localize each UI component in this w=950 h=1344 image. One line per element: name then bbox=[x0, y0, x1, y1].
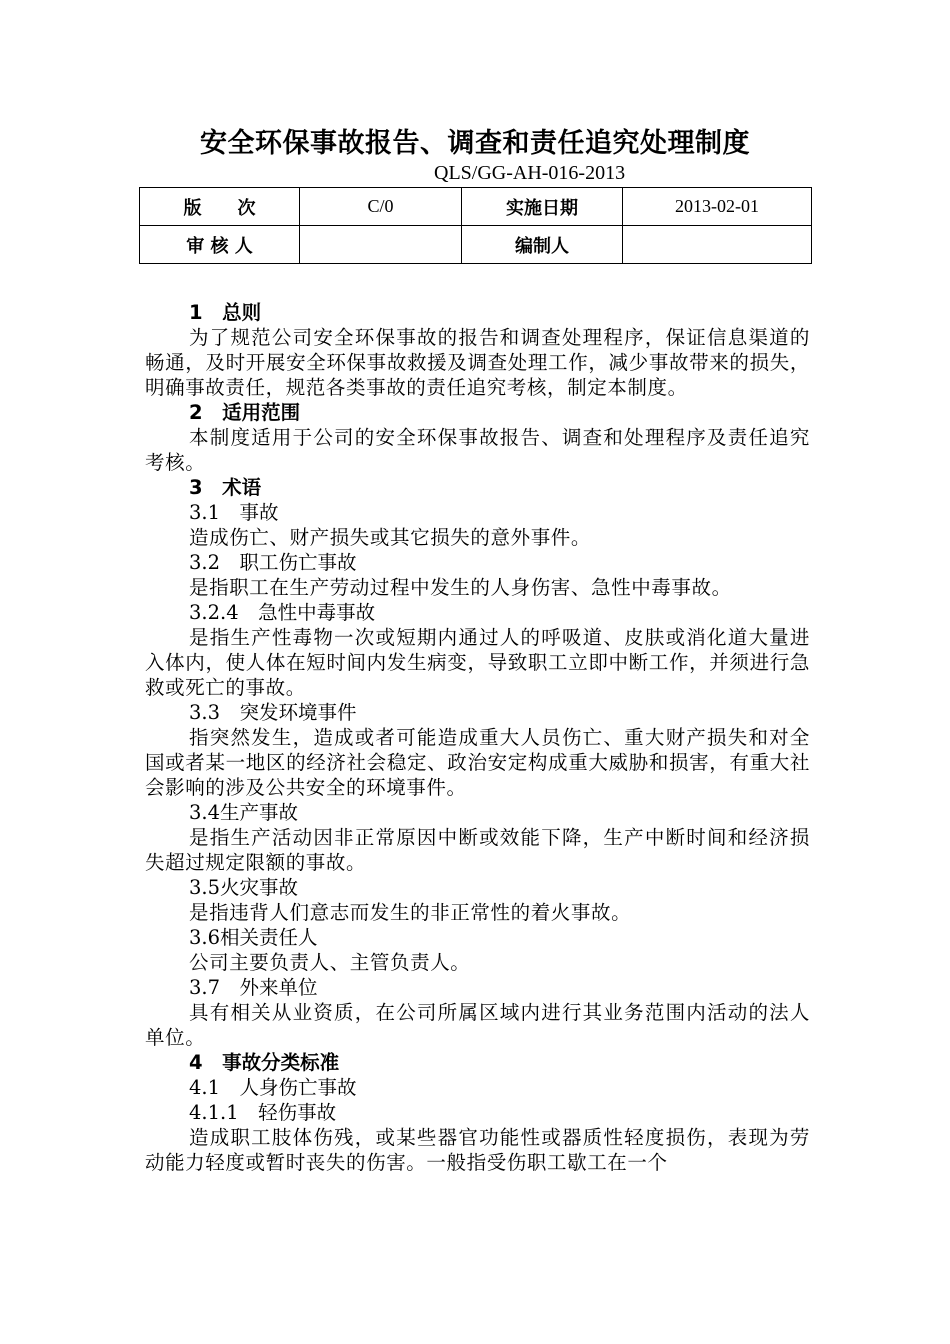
document-info-table bbox=[139, 187, 812, 264]
reviewer-label: 审 核 人 bbox=[140, 226, 300, 264]
effective-date-value: 2013-02-01 bbox=[623, 188, 812, 226]
subsection-heading: 3.3 突发环境事件 bbox=[189, 701, 357, 724]
info-row-version bbox=[140, 188, 812, 226]
effective-date-label: 实施日期 bbox=[462, 188, 623, 226]
subsection-heading: 3.5火灾事故 bbox=[189, 876, 299, 899]
document-code: QLS/GG-AH-016-2013 bbox=[434, 162, 626, 184]
subsection-heading: 3.2 职工伤亡事故 bbox=[189, 551, 357, 574]
subsection-paragraph: 是指生产活动因非正常原因中断或效能下降，生产中断时间和经济损失超过规定限额的事故。 bbox=[145, 826, 810, 874]
section-heading: 4 事故分类标准 bbox=[189, 1051, 340, 1074]
info-row-reviewer bbox=[140, 226, 812, 264]
subsection-heading: 3.6相关责任人 bbox=[189, 926, 318, 949]
section-heading: 2 适用范围 bbox=[189, 401, 301, 424]
document-title: 安全环保事故报告、调查和责任追究处理制度 bbox=[200, 128, 750, 159]
subsection-heading: 4.1 人身伤亡事故 bbox=[189, 1076, 357, 1099]
author-value bbox=[623, 226, 812, 264]
subsection-paragraph: 是指生产性毒物一次或短期内通过人的呼吸道、皮肤或消化道大量进入体内，使人体在短时间内发生病变，导致职工立即中断工作，并须进行急救或死亡的事故。 bbox=[145, 626, 810, 699]
version-value: C/0 bbox=[300, 188, 462, 226]
subsection-paragraph: 是指职工在生产劳动过程中发生的人身伤害、急性中毒事故。 bbox=[189, 576, 732, 599]
subsection-heading: 3.7 外来单位 bbox=[189, 976, 318, 999]
subsection-heading: 3.4生产事故 bbox=[189, 801, 299, 824]
subsection-paragraph: 造成职工肢体伤残，或某些器官功能性或器质性轻度损伤，表现为劳动能力轻度或暂时丧失的伤害。一般指受伤职工歇工在一个 bbox=[145, 1126, 810, 1174]
subsection-paragraph: 公司主要负责人、主管负责人。 bbox=[189, 951, 471, 974]
subsection-heading: 3.2.4 急性中毒事故 bbox=[189, 601, 376, 624]
subsection-heading: 3.1 事故 bbox=[189, 501, 279, 524]
subsection-paragraph: 指突然发生，造成或者可能造成重大人员伤亡、重大财产损失和对全国或者某一地区的经济社会稳定、政治安定构成重大威胁和损害，有重大社会影响的涉及公共安全的环境事件。 bbox=[145, 726, 810, 799]
subsection-paragraph: 具有相关从业资质，在公司所属区域内进行其业务范围内活动的法人单位。 bbox=[145, 1001, 810, 1049]
section-heading: 3 术语 bbox=[189, 476, 262, 499]
subsection-paragraph: 是指违背人们意志而发生的非正常性的着火事故。 bbox=[189, 901, 632, 924]
section-heading: 1 总则 bbox=[189, 301, 262, 324]
version-label: 版 次 bbox=[140, 188, 300, 226]
subsection-paragraph: 造成伤亡、财产损失或其它损失的意外事件。 bbox=[189, 526, 592, 549]
subsection-heading: 4.1.1 轻伤事故 bbox=[189, 1101, 337, 1124]
document-body bbox=[145, 300, 810, 1175]
reviewer-value bbox=[300, 226, 462, 264]
author-label: 编制人 bbox=[462, 226, 623, 264]
section-paragraph: 为了规范公司安全环保事故的报告和调查处理程序，保证信息渠道的畅通，及时开展安全环保事故救援及调查处理工作，减少事故带来的损失，明确事故责任，规范各类事故的责任追究考核，制定本制度。 bbox=[145, 326, 810, 399]
section-paragraph: 本制度适用于公司的安全环保事故报告、调查和处理程序及责任追究考核。 bbox=[145, 426, 810, 474]
